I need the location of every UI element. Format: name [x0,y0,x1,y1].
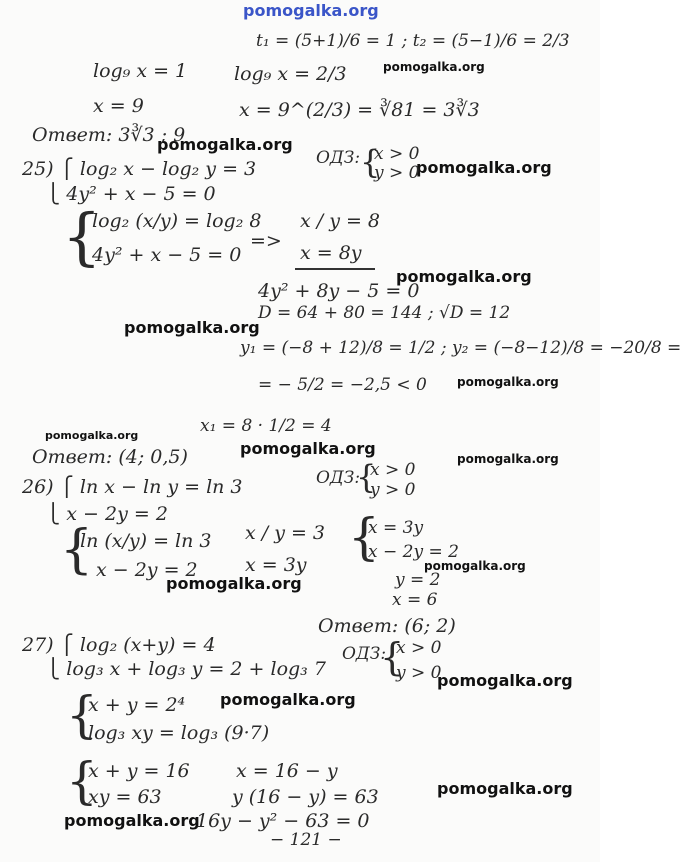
x-over-y-3: x / y = 3 [245,522,326,544]
x-eq-3y: x = 3y [245,554,307,576]
x-eq-6: x = 6 [392,590,438,610]
p26-sys2-eq2: x − 2y = 2 [96,559,198,581]
x-eq-16-minus-y: x = 16 − y [236,760,338,782]
brace: { [356,458,377,496]
watermark: pomogalka.org [157,135,293,154]
disc-25: D = 64 + 80 = 144 ; √D = 12 [258,303,511,323]
arrow: => [250,230,282,252]
p26-sys2-eq1: ln (x/y) = ln 3 [80,530,212,552]
odz-x: x > 0 [374,144,420,164]
watermark: pomogalka.org [457,452,559,466]
watermark: pomogalka.org [243,1,379,20]
p25-eq2: ⎩ 4y² + x − 5 = 0 [46,183,216,205]
quad-27: 16y − y² − 63 = 0 [196,810,370,832]
brace: { [66,752,98,810]
watermark: pomogalka.org [437,779,573,798]
p26-eq2: ⎩ x − 2y = 2 [46,503,168,525]
watermark: pomogalka.org [396,267,532,286]
p27-eq1: 27) ⎧ log₂ (x+y) = 4 [22,634,216,656]
odz-y: y > 0 [374,163,420,183]
odz-y: y > 0 [396,663,442,683]
watermark: pomogalka.org [457,375,559,389]
sys26-right-eq2: x − 2y = 2 [368,542,459,562]
brace: { [348,508,380,566]
watermark: pomogalka.org [45,429,139,442]
brace: { [380,635,405,679]
y-roots: y₁ = (−8 + 12)/8 = 1/2 ; y₂ = (−8−12)/8 = −20/8 = [240,338,681,358]
watermark: pomogalka.org [124,318,260,337]
watermark: pomogalka.org [437,671,573,690]
brace: { [360,143,381,181]
p27-eq2: ⎩ log₃ x + log₃ y = 2 + log₃ 7 [46,658,326,680]
odz-y: y > 0 [370,480,416,500]
underline [295,268,375,270]
p27-sys2-eq2: log₃ xy = log₃ (9·7) [88,722,270,744]
odz-x: x > 0 [396,638,442,658]
p27-sys3-eq2: xy = 63 [88,786,162,808]
odz-x: x > 0 [370,460,416,480]
log9-eq-23: log₉ x = 2/3 [234,63,347,85]
x1-value: x₁ = 8 · 1/2 = 4 [200,416,332,436]
odz-label: ОДЗ: [316,148,361,168]
answer-24: Ответ: 3∛3 ; 9 [32,124,186,146]
p25-sys2-eq1: log₂ (x/y) = log₂ 8 [92,210,262,232]
y2-continued: = − 5/2 = −2,5 < 0 [258,375,427,395]
watermark: pomogalka.org [220,690,356,709]
quad-25: 4y² + 8y − 5 = 0 [258,280,420,302]
odz-label: ОДЗ: [316,468,361,488]
x-eq-9: x = 9 [93,95,144,117]
y-times-16-minus-y: y (16 − y) = 63 [232,786,379,808]
answer-26: Ответ: (6; 2) [318,615,456,637]
odz-label: ОДЗ: [342,644,387,664]
x-eq-9-23: x = 9^(2/3) = ∛81 = 3∛3 [239,99,480,121]
p25-sys2-eq2: 4y² + x − 5 = 0 [92,244,242,266]
brace: { [66,686,98,744]
p27-sys3-eq1: x + y = 16 [88,760,190,782]
brace: { [62,200,102,273]
quad-27-cont: − 121 − [270,830,342,850]
p26-eq1: 26) ⎧ ln x − ln y = ln 3 [22,476,243,498]
x-over-y-8: x / y = 8 [300,210,381,232]
sys26-right-eq1: x = 3y [368,518,424,538]
p27-sys2-eq1: x + y = 2⁴ [88,694,186,716]
x-eq-8y: x = 8y [300,242,362,264]
watermark: pomogalka.org [240,439,376,458]
brace: { [60,520,94,580]
answer-25: Ответ: (4; 0,5) [32,446,188,468]
watermark: pomogalka.org [383,60,485,74]
log9-eq-1: log₉ x = 1 [93,60,188,82]
y-eq-2: y = 2 [395,570,441,590]
watermark: pomogalka.org [64,811,200,830]
watermark: pomogalka.org [416,158,552,177]
p25-eq1: 25) ⎧ log₂ x − log₂ y = 3 [22,158,257,180]
watermark: pomogalka.org [166,574,302,593]
t-roots-line: t₁ = (5+1)/6 = 1 ; t₂ = (5−1)/6 = 2/3 [256,31,570,51]
watermark: pomogalka.org [424,559,526,573]
